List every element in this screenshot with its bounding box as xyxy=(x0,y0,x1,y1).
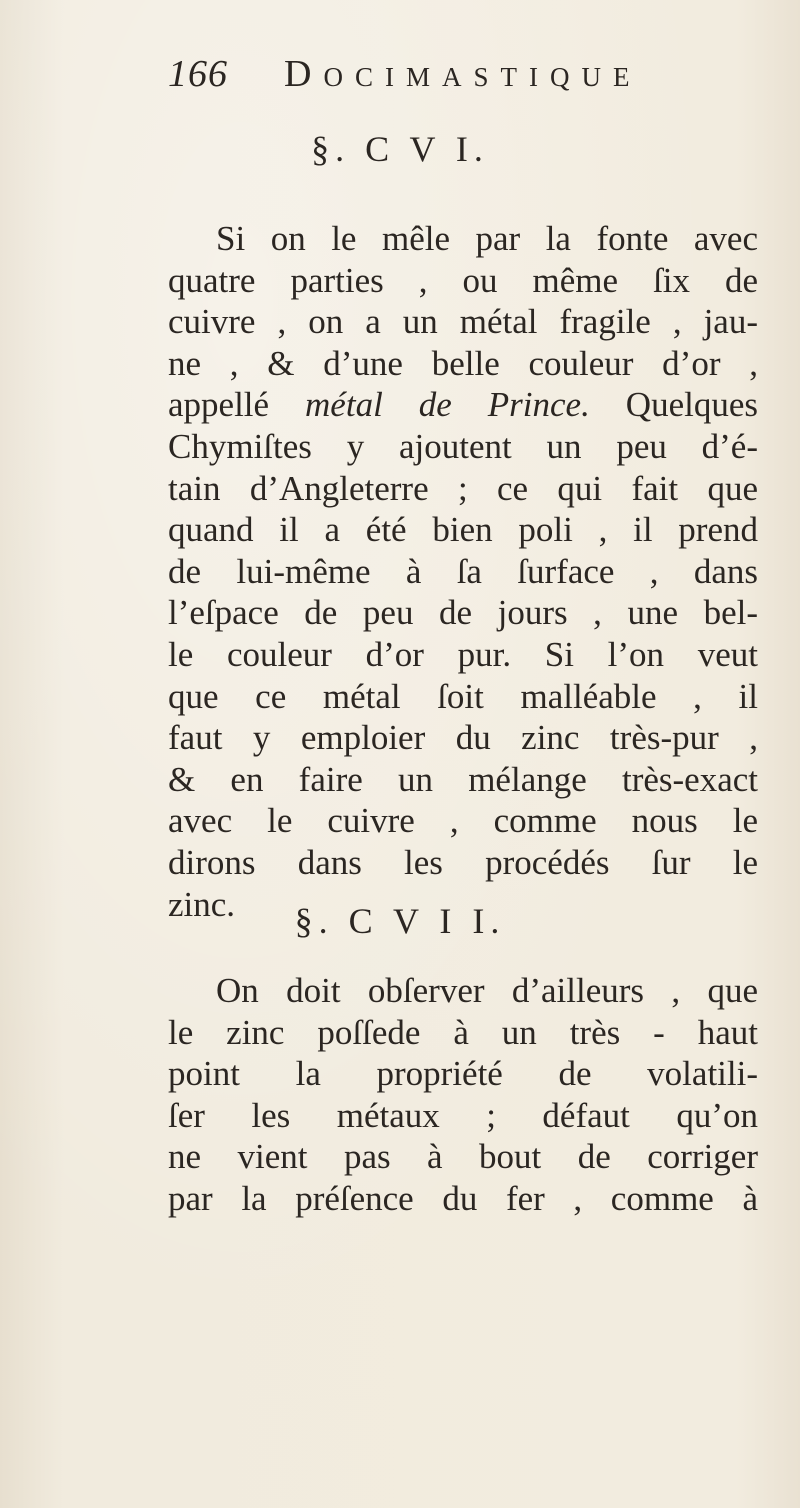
page-number: 166 xyxy=(168,53,228,95)
text-line: de lui-même à ſa ſurface , dans xyxy=(168,551,758,591)
text-line: par la préſence du fer , comme à xyxy=(168,1178,758,1218)
text-line: ſer les métaux ; défaut qu’on xyxy=(168,1095,758,1135)
text-line: point la propriété de volatili- xyxy=(168,1054,758,1094)
text-line: zinc. xyxy=(168,884,236,924)
text-segment: Quelques xyxy=(589,385,758,425)
text-line: On doit obſerver d’ailleurs , que xyxy=(216,971,758,1010)
text-line: cuivre , on a un métal fragile , jau- xyxy=(168,302,758,342)
page-header xyxy=(168,48,688,96)
text-line: l’eſpace de peu de jours , une bel- xyxy=(168,593,758,633)
text-segment: appellé xyxy=(168,385,306,425)
paragraph-cvi xyxy=(168,218,758,925)
text-line: quand il a été bien poli , il prend xyxy=(168,510,758,550)
text-line: ne , & d’une belle couleur d’or , xyxy=(168,343,758,383)
running-head: Docimastique xyxy=(284,53,642,95)
text-line: le zinc poſſede à un très - haut xyxy=(168,1012,758,1052)
italic-term: métal de Prince. xyxy=(305,385,590,425)
text-line: Chymiſtes y ajoutent un peu d’é- xyxy=(168,426,758,466)
text-line-with-italic xyxy=(168,384,758,426)
section-title-cvi: §. C V I. xyxy=(311,129,489,169)
text-line: que ce métal ſoit malléable , il xyxy=(168,676,758,716)
text-line: dirons dans les procédés ſur le xyxy=(168,842,758,882)
paragraph-cvii xyxy=(168,970,758,1220)
text-line: ne vient pas à bout de corriger xyxy=(168,1137,758,1177)
text-line: & en faire un mélange très-exact xyxy=(168,759,758,799)
text-line: Si on le mêle par la fonte avec xyxy=(216,219,758,258)
text-line: le couleur d’or pur. Si l’on veut xyxy=(168,634,758,674)
text-line: quatre parties , ou même ſix de xyxy=(168,260,758,300)
text-line: faut y emploier du zinc très-pur , xyxy=(168,718,758,758)
text-line: avec le cuivre , comme nous le xyxy=(168,801,758,841)
section-title-cvii: §. C V I I. xyxy=(294,901,506,941)
text-line: tain d’Angleterre ; ce qui fait que xyxy=(168,468,758,508)
